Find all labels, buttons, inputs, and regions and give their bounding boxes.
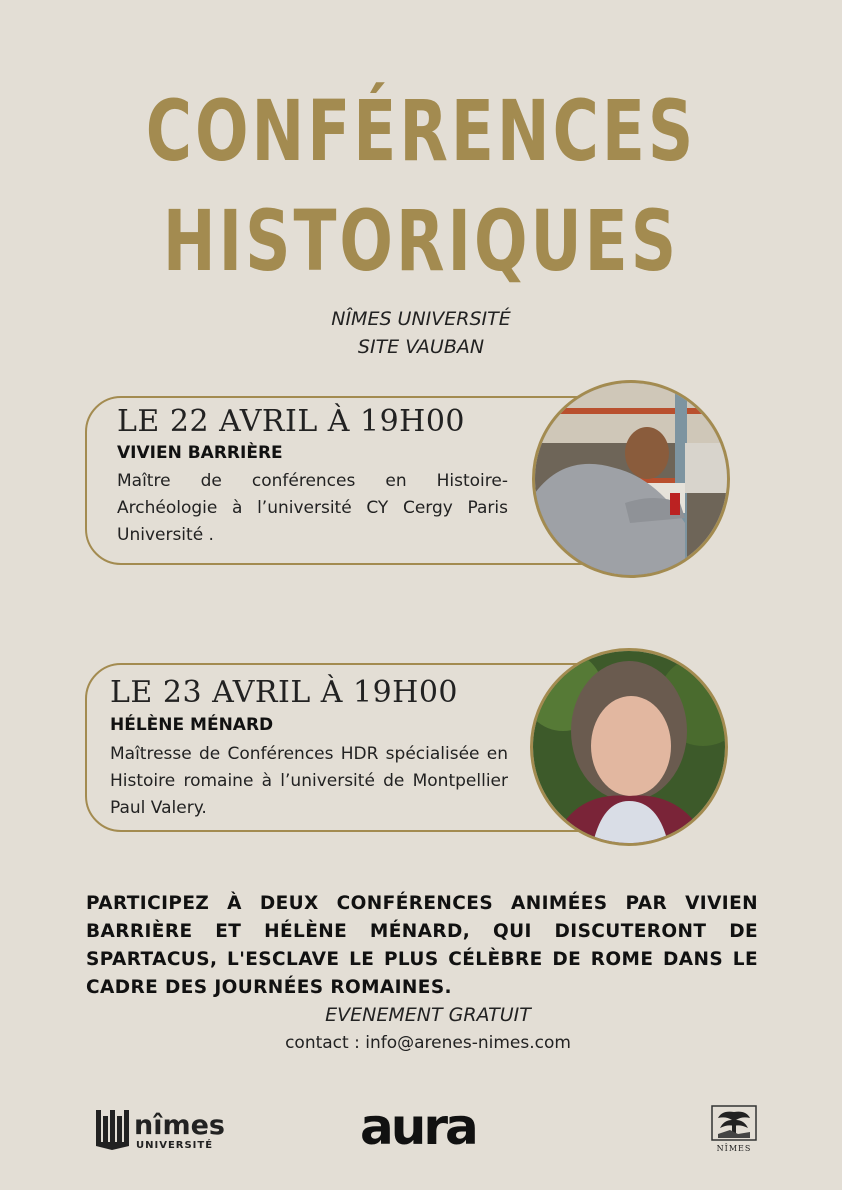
nimes-universite-logo bbox=[96, 1106, 236, 1152]
venue-line-1: NÎMES UNIVERSITÉ bbox=[331, 308, 511, 330]
nimes-city-logo bbox=[710, 1104, 758, 1154]
page-title-line-1: CONFÉRENCES bbox=[145, 82, 697, 180]
nimes-universite-word: nîmes bbox=[134, 1110, 225, 1141]
talk-2-description: Maîtresse de Conférences HDR spécialisée en Histoire romaine à l’université de Montpellier Paul Valery. bbox=[110, 744, 508, 818]
nimes-city-label: NÎMES bbox=[716, 1144, 752, 1153]
aura-wordmark: aura bbox=[360, 1098, 476, 1152]
speaker-1-photo bbox=[532, 380, 730, 578]
talk-2-date: LE 23 AVRIL À 19H00 bbox=[110, 675, 459, 710]
talk-1-speaker: VIVIEN BARRIÈRE bbox=[117, 443, 283, 463]
speaker-2-photo bbox=[530, 648, 728, 846]
page-title-line-2: HISTORIQUES bbox=[162, 192, 680, 290]
free-event-label: EVENEMENT GRATUIT bbox=[325, 1004, 531, 1026]
talk-2-speaker: HÉLÈNE MÉNARD bbox=[110, 715, 274, 735]
contact-info[interactable]: contact : info@arenes-nimes.com bbox=[285, 1033, 571, 1053]
talk-1-description: Maître de conférences en Histoire-Archéologie à l’université CY Cergy Paris Université . bbox=[117, 471, 508, 545]
venue-line-2: SITE VAUBAN bbox=[357, 336, 485, 358]
nimes-universite-sub: UNIVERSITÉ bbox=[136, 1140, 214, 1151]
event-summary: PARTICIPEZ À DEUX CONFÉRENCES ANIMÉES PAR VIVIEN BARRIÈRE ET HÉLÈNE MÉNARD, QUI DISCUTERONT DE SPARTACUS, L'ESCLAVE LE PLUS CÉLÈBRE DE ROME DANS LE CADRE DES JOURNÉES ROMAINES. bbox=[86, 893, 758, 998]
talk-1-date: LE 22 AVRIL À 19H00 bbox=[117, 404, 466, 439]
aura-logo bbox=[358, 1098, 498, 1152]
